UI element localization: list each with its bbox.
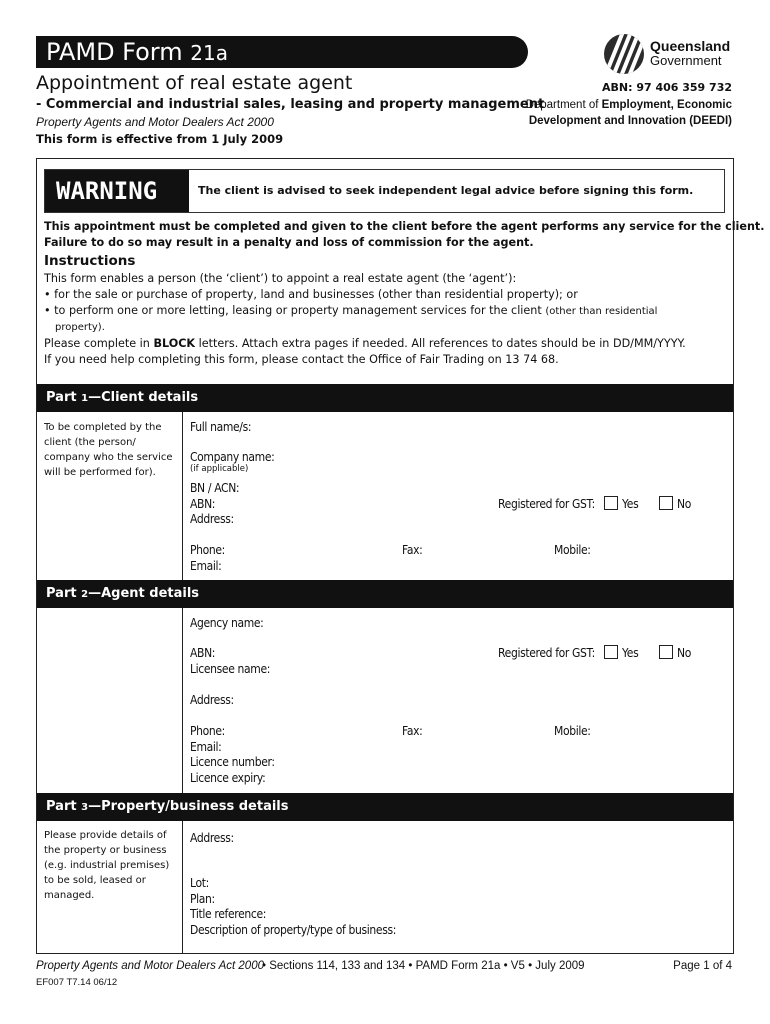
footer-code: EF007 T7.14 06/12 (36, 977, 118, 988)
dept-bold: Employment, Economic (601, 99, 732, 111)
abn: ABN: 97 406 359 732 (601, 81, 732, 94)
side-note-line: the property or business (44, 845, 167, 856)
agent-mobile-label: Mobile: (554, 724, 591, 738)
notice-line2: Failure to do so may result in a penalty and loss of commission for the agent. (44, 236, 534, 249)
block-bold: BLOCK (153, 337, 196, 350)
warning-label: WARNING (45, 170, 189, 212)
instructions-bullet1: • for the sale or purchase of property, land and businesses (other than residential property); or (44, 288, 578, 301)
part1-side-note (44, 420, 174, 480)
licensee-name-label: Licensee name: (190, 662, 271, 676)
dept-prefix: Department of (525, 99, 602, 111)
part2-header (37, 580, 733, 608)
part3-post: —Property/business details (88, 799, 289, 814)
property-description-label: Description of property/type of business: (190, 923, 397, 937)
footer-act: Property Agents and Motor Dealers Act 2000 (36, 960, 264, 972)
instructions-help: If you need help completing this form, please contact the Office of Fair Trading on 13 74 68. (44, 353, 559, 366)
queensland-crest-icon (604, 34, 644, 74)
part2-divider (182, 608, 183, 793)
notice-line1: This appointment must be completed and given to the client before the agent performs any service for the client. (44, 220, 765, 233)
form-number: 21a (190, 41, 228, 65)
client-abn-label: ABN: (190, 497, 216, 511)
client-address-label: Address: (190, 512, 234, 526)
agent-phone-label: Phone: (190, 724, 225, 738)
bullet2-text: • to perform one or more letting, leasing or property management services for the client (44, 304, 542, 317)
block-pre: Please complete in (44, 337, 154, 350)
agent-gst-no-label: No (677, 646, 691, 660)
client-gst-label: Registered for GST: (498, 497, 595, 511)
form-subtitle: - Commercial and industrial sales, leasing and property management (36, 97, 545, 112)
form-name: Appointment of real estate agent (36, 72, 353, 94)
agency-name-label: Agency name: (190, 616, 264, 630)
client-phone-label: Phone: (190, 543, 225, 557)
side-note-line: client (the person/ (44, 437, 136, 448)
effective-date: This form is effective from 1 July 2009 (36, 132, 284, 146)
footer-page-number: Page 1 of 4 (673, 960, 732, 972)
client-full-name-label: Full name/s: (190, 420, 252, 434)
side-note-line: to be sold, leased or (44, 875, 146, 886)
act-name: Property Agents and Motor Dealers Act 2000 (36, 115, 274, 129)
client-mobile-label: Mobile: (554, 543, 591, 557)
part2-pre: Part (46, 586, 82, 601)
bullet2-cont: property). (55, 322, 105, 333)
side-note-line: company who the service (44, 452, 173, 463)
part1-num: 1 (81, 393, 89, 404)
part3-header (37, 793, 733, 821)
side-note-line: will be performed for). (44, 467, 156, 478)
block-post: letters. Attach extra pages if needed. All references to dates should be in DD/MM/YYYY. (195, 337, 686, 350)
lot-label: Lot: (190, 876, 209, 890)
department-line1 (526, 99, 732, 111)
property-address-label: Address: (190, 831, 234, 845)
client-gst-yes-checkbox[interactable] (604, 496, 618, 510)
agent-fax-label: Fax: (402, 724, 423, 738)
instructions-bullet2 (44, 303, 724, 320)
agent-email-label: Email: (190, 740, 222, 754)
agent-address-label: Address: (190, 693, 234, 707)
client-gst-yes-label: Yes (622, 497, 639, 511)
if-applicable-note: (if applicable) (190, 464, 249, 474)
client-email-label: Email: (190, 559, 222, 573)
department-line2: Development and Innovation (DEEDI) (528, 115, 732, 127)
instructions-body (44, 271, 724, 368)
client-bn-acn-label: BN / ACN: (190, 481, 240, 495)
client-gst-no-checkbox[interactable] (659, 496, 673, 510)
part3-side-note (44, 828, 174, 903)
notice (44, 219, 765, 251)
agent-gst-yes-label: Yes (622, 646, 639, 660)
side-note-line: To be completed by the (44, 422, 162, 433)
instructions-heading: Instructions (44, 253, 136, 269)
side-note-line: managed. (44, 890, 95, 901)
part1-header (37, 384, 733, 412)
client-company-name-label: Company name: (190, 450, 275, 464)
form-title (46, 37, 228, 68)
agent-abn-label: ABN: (190, 646, 216, 660)
title-reference-label: Title reference: (190, 907, 267, 921)
part3-divider (182, 821, 183, 953)
agent-gst-no-checkbox[interactable] (659, 645, 673, 659)
part1-pre: Part (46, 390, 82, 405)
licence-number-label: Licence number: (190, 755, 275, 769)
part3-pre: Part (46, 799, 82, 814)
licence-expiry-label: Licence expiry: (190, 771, 266, 785)
part1-post: —Client details (88, 390, 199, 405)
warning-text: The client is advised to seek independent legal advice before signing this form. (198, 184, 694, 197)
footer-sections: • Sections 114, 133 and 134 • PAMD Form 21a • V5 • July 2009 (262, 960, 585, 972)
instructions-line1: This form enables a person (the ‘client’) to appoint a real estate agent (the ‘agent’): (44, 272, 517, 285)
agent-gst-yes-checkbox[interactable] (604, 645, 618, 659)
part3-num: 3 (81, 802, 89, 813)
logo-queensland: Queensland (650, 38, 731, 54)
logo-government: Government (650, 53, 722, 68)
client-gst-no-label: No (677, 497, 691, 511)
part2-num: 2 (81, 589, 89, 600)
plan-label: Plan: (190, 892, 215, 906)
part2-post: —Agent details (88, 586, 200, 601)
form-title-text: PAMD Form (46, 38, 183, 66)
agent-gst-label: Registered for GST: (498, 646, 595, 660)
client-fax-label: Fax: (402, 543, 423, 557)
bullet2-small: (other than residential (545, 306, 658, 317)
instructions-block (44, 336, 724, 352)
part1-divider (182, 412, 183, 580)
side-note-line: (e.g. industrial premises) (44, 860, 170, 871)
side-note-line: Please provide details of (44, 830, 167, 841)
